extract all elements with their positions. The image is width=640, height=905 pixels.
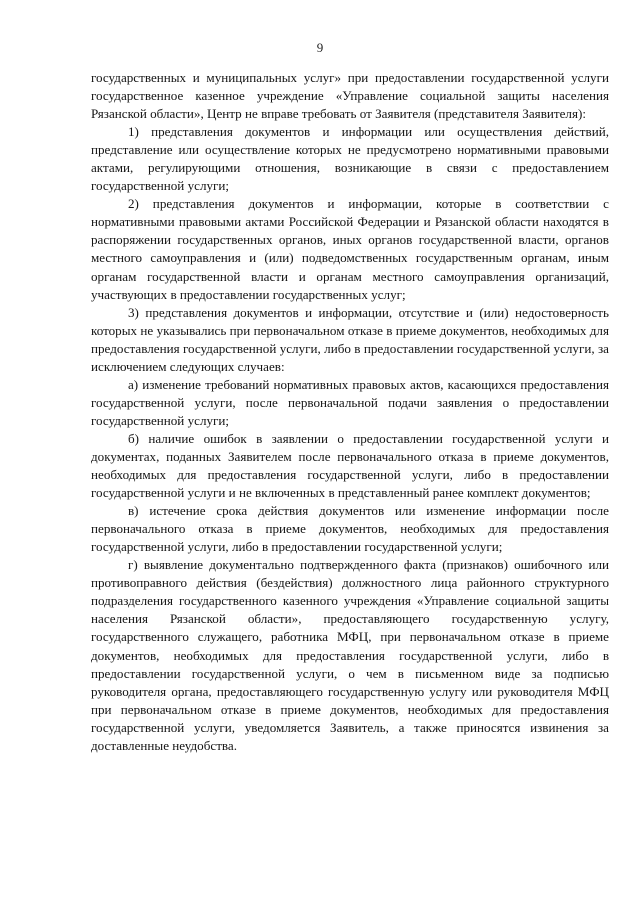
paragraph-intro: государственных и муниципальных услуг» при предоставлении государственной услуги государственное казенное учреждение «Управление социальной защиты населения Рязанской области», Центр не вправе требовать от Заявителя (представителя Заявителя): xyxy=(91,70,609,122)
paragraph-item-1: 1) представления документов и информации или осуществления действий, представление или осуществление которых не предусмотрено нормативными правовыми актами, регулирующими отношения, возникающие в связи с предоставлением государственной услуги; xyxy=(91,124,609,194)
paragraph-subitem-a: а) изменение требований нормативных правовых актов, касающихся предоставления государственной услуги, после первоначальной подачи заявления о предоставлении государственной услуги; xyxy=(91,376,609,428)
paragraph-subitem-b: б) наличие ошибок в заявлении о предоставлении государственной услуги и документах, поданных Заявителем после первоначального отказа в приеме документов, необходимых для предоставления государственной услуги, либо в предоставлении государственной услуги и не включенных в представленный ранее комплект документов; xyxy=(91,430,609,501)
page-number: 9 xyxy=(316,40,324,55)
document-body xyxy=(91,69,609,755)
paragraph-subitem-g: г) выявление документально подтвержденного факта (признаков) ошибочного или противоправного действия (бездействия) должностного лица районного структурного подразделения государственного казенного учреждения «Управление социальной защиты населения Рязанской области», предоставляющего государственную услугу, государственного служащего, работника МФЦ, при первоначальном отказе в приеме документов, необходимых для предоставления государственной услуги, либо в предоставлении государственной услуги, о чем в письменном виде за подписью руководителя органа, предоставляющего государственную услугу или руководителя МФЦ при первоначальном отказе в приеме документов, необходимых для предоставления государственной услуги, уведомляется Заявитель, а также приносятся извинения за доставленные неудобства. xyxy=(91,557,609,753)
paragraph-item-3: 3) представления документов и информации, отсутствие и (или) недостоверность которых не указывались при первоначальном отказе в приеме документов, необходимых для предоставления государственной услуги, либо в предоставлении государственной услуги, за исключением следующих случаев: xyxy=(91,304,609,374)
paragraph-subitem-v: в) истечение срока действия документов или изменение информации после первоначального отказа в приеме документов, необходимых для предоставления государственной услуги, либо в предоставлении государственной услуги; xyxy=(91,503,609,555)
paragraph-item-2: 2) представления документов и информации, которые в соответствии с нормативными правовыми актами Российской Федерации и Рязанской области находятся в распоряжении государственных органов, иных органов государственной власти, органов местного самоуправления и (или) подведомственных государственным органам, иным органам государственной власти и органам местного самоуправления организаций, участвующих в предоставлении государственных услуг; xyxy=(91,196,609,302)
